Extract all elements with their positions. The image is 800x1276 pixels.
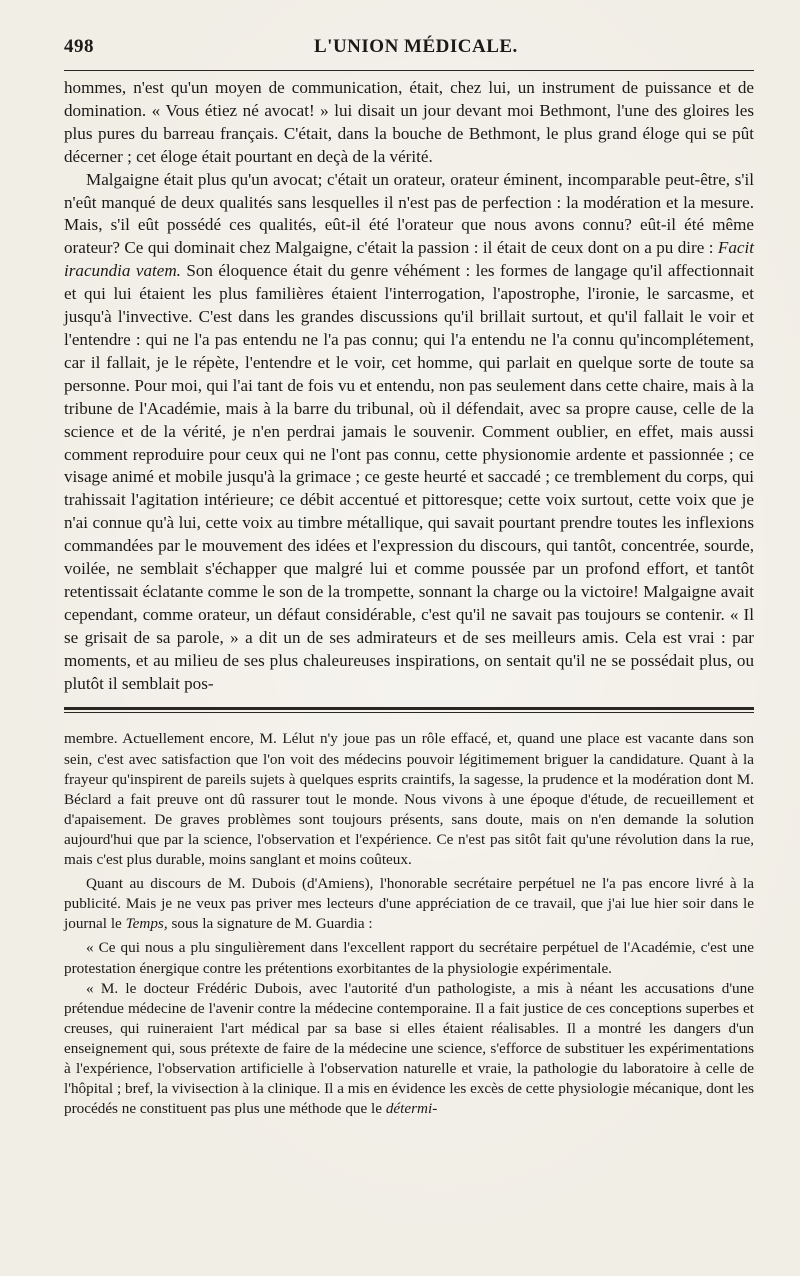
- note-text: Quant au discours de M. Dubois (d'Amiens), l'honorable secrétaire perpétuel ne l'a pas encore livré à la publicité. Mais je ne veux pas priver mes lecteurs d'une appréciation de ce travail, que j'ai lue hier soir dans le journal le: [64, 875, 754, 933]
- note-text: sous la signature de M. Guardia :: [171, 915, 373, 933]
- note-paragraph: [64, 874, 754, 934]
- footnote-separator: [64, 707, 754, 713]
- paragraph: [64, 169, 754, 696]
- note-quote: « Ce qui nous a plu singulièrement dans l'excellent rapport du secrétaire perpétuel de l'Académie, c'est une protestation énergique contre les prétentions exorbitantes de la physiologie expérimentale.: [64, 939, 754, 977]
- running-head: L'UNION MÉDICALE.: [314, 36, 518, 57]
- note-italic-word: détermi-: [385, 1100, 438, 1118]
- note-quote: [64, 979, 754, 1120]
- page-number: 498: [64, 36, 94, 57]
- paragraph-text: Malgaigne était plus qu'un avocat; c'était un orateur, orateur éminent, incomparable peut-être, s'il n'eût manqué de deux qualités sans lesquelles il n'est pas de perfection : la modération et la mesure. Mais, s'il eût possédé ces qualités, eût-il été l'orateur que nous avons connu? eût-il été même orateur? Ce qui dominait chez Malgaigne, c'était la passion : il était de ceux dont on a pu dire :: [64, 169, 754, 258]
- note-paragraph: membre. Actuellement encore, M. Lélut n'y joue pas un rôle effacé, et, quand une place est vacante dans son sein, c'est avec satisfaction que l'on voit des médecins pouvoir légitimement briguer la candidature. Quant à la frayeur qu'inspirent de pareils sujets à quelques esprits craintifs, la sagesse, la prudence et la modération dont M. Béclard a fait preuve ont dû rassurer tout le monde. Nous vivons à une époque d'étude, de recueillement et d'apaisement. De graves problèmes sont toujours présents, sans doute, mais on n'en demande la solution aujourd'hui que par la science, l'observation et l'expérience. Ce n'est pas sitôt fait qu'une révolution dans la rue, mais c'est plus durable, moins sanglant et moins coûteux.: [64, 730, 754, 869]
- main-text: [64, 77, 754, 695]
- paragraph: hommes, n'est qu'un moyen de communication, était, chez lui, un instrument de puissance et de domination. « Vous étiez né avocat! » lui disait un jour devant moi Bethmont, l'une des gloires les plus pures du barreau français. C'était, dans la bouche de Bethmont, le plus grand éloge qui se pût décerner ; cet éloge était pourtant en deçà de la vérité.: [64, 78, 754, 166]
- journal-title: Temps,: [125, 915, 168, 933]
- page-header: [64, 36, 754, 66]
- header-rule: [64, 70, 754, 71]
- note-text: « M. le docteur Frédéric Dubois, avec l'autorité d'un pathologiste, a mis à néant les accusations d'une prétendue médecine de l'avenir contre la médecine contemporaine. Il a fait justice de ces conceptions superbes et creuses, qui ruineraient l'art médical par sa base si elles étaient réalisables. Il a montré les dangers d'un enseignement qui, sous prétexte de faire de la médecine une science, s'efforce de substituer les expérimentations à l'expérience, l'observation artificielle à l'observation naturelle et vraie, la pathologie du laboratoire à celle de l'hôpital ; bref, la vivisection à la clinique. Il a mis en évidence les excès de cette physiologie mécanique, dont les procédés ne constituent pas plus une méthode que le: [64, 979, 754, 1118]
- latin-quote: Facit iracundia vatem.: [64, 238, 754, 281]
- paragraph-text: Son éloquence était du genre véhément : les formes de langage qu'il affectionnait et qui lui étaient les plus familières étaient l'interrogation, l'apostrophe, l'ironie, le sarcasme, et jusqu'à l'invective. C'est dans les grandes discussions qu'il brillait surtout, et qu'il fallait le voir et l'entendre : qui ne l'a pas entendu ne l'a pas connu; qui l'a entendu ne l'a connu qu'incomplétement, car il fallait, je le répète, l'entendre et le voir, cet homme, qui parlait en quelque sorte de toute sa personne. Pour moi, qui l'ai tant de fois vu et entendu, non pas seulement dans cette chaire, mais à la tribune de l'Académie, mais à la barre du tribunal, où il défendait, avec sa propre cause, celle de la science et de la vérité, je n'en perdrai jamais le souvenir. Comment oublier, en effet, mais aussi comment reproduire pour ceux qui ne l'ont pas connu, cette physionomie ardente et passionnée ; ce visage animé et mobile jusqu'à la grimace ; ce geste heurté et saccadé ; ce tremblement du corps, qui trahissait l'agitation intérieure; ce débit accentué et pittoresque; cette voix surtout, cette voix que je n'ai connue qu'à lui, cette voix au timbre métallique, qui savait pourtant prendre toutes les inflexions commandées par le mouvement des idées et l'expression du discours, qui tantôt, concentrée, sourde, voilée, ne semblait s'échapper que malgré lui et comme poussée par un profond effort, et tantôt retentissait éclatante comme le son de la trompette, sonnant la charge ou la victoire! Malgaigne avait cependant, comme orateur, un défaut considérable, c'est qu'il ne savait pas toujours se contenir. « Il se grisait de sa parole, » a dit un de ses admirateurs et de ses meilleurs amis. Cela est vrai : par moments, et au milieu de ses plus chaleureuses inspirations, on sentait qu'il ne se possédait plus, ou plutôt il semblait pos-: [64, 261, 754, 693]
- footnote-text: [64, 729, 754, 1119]
